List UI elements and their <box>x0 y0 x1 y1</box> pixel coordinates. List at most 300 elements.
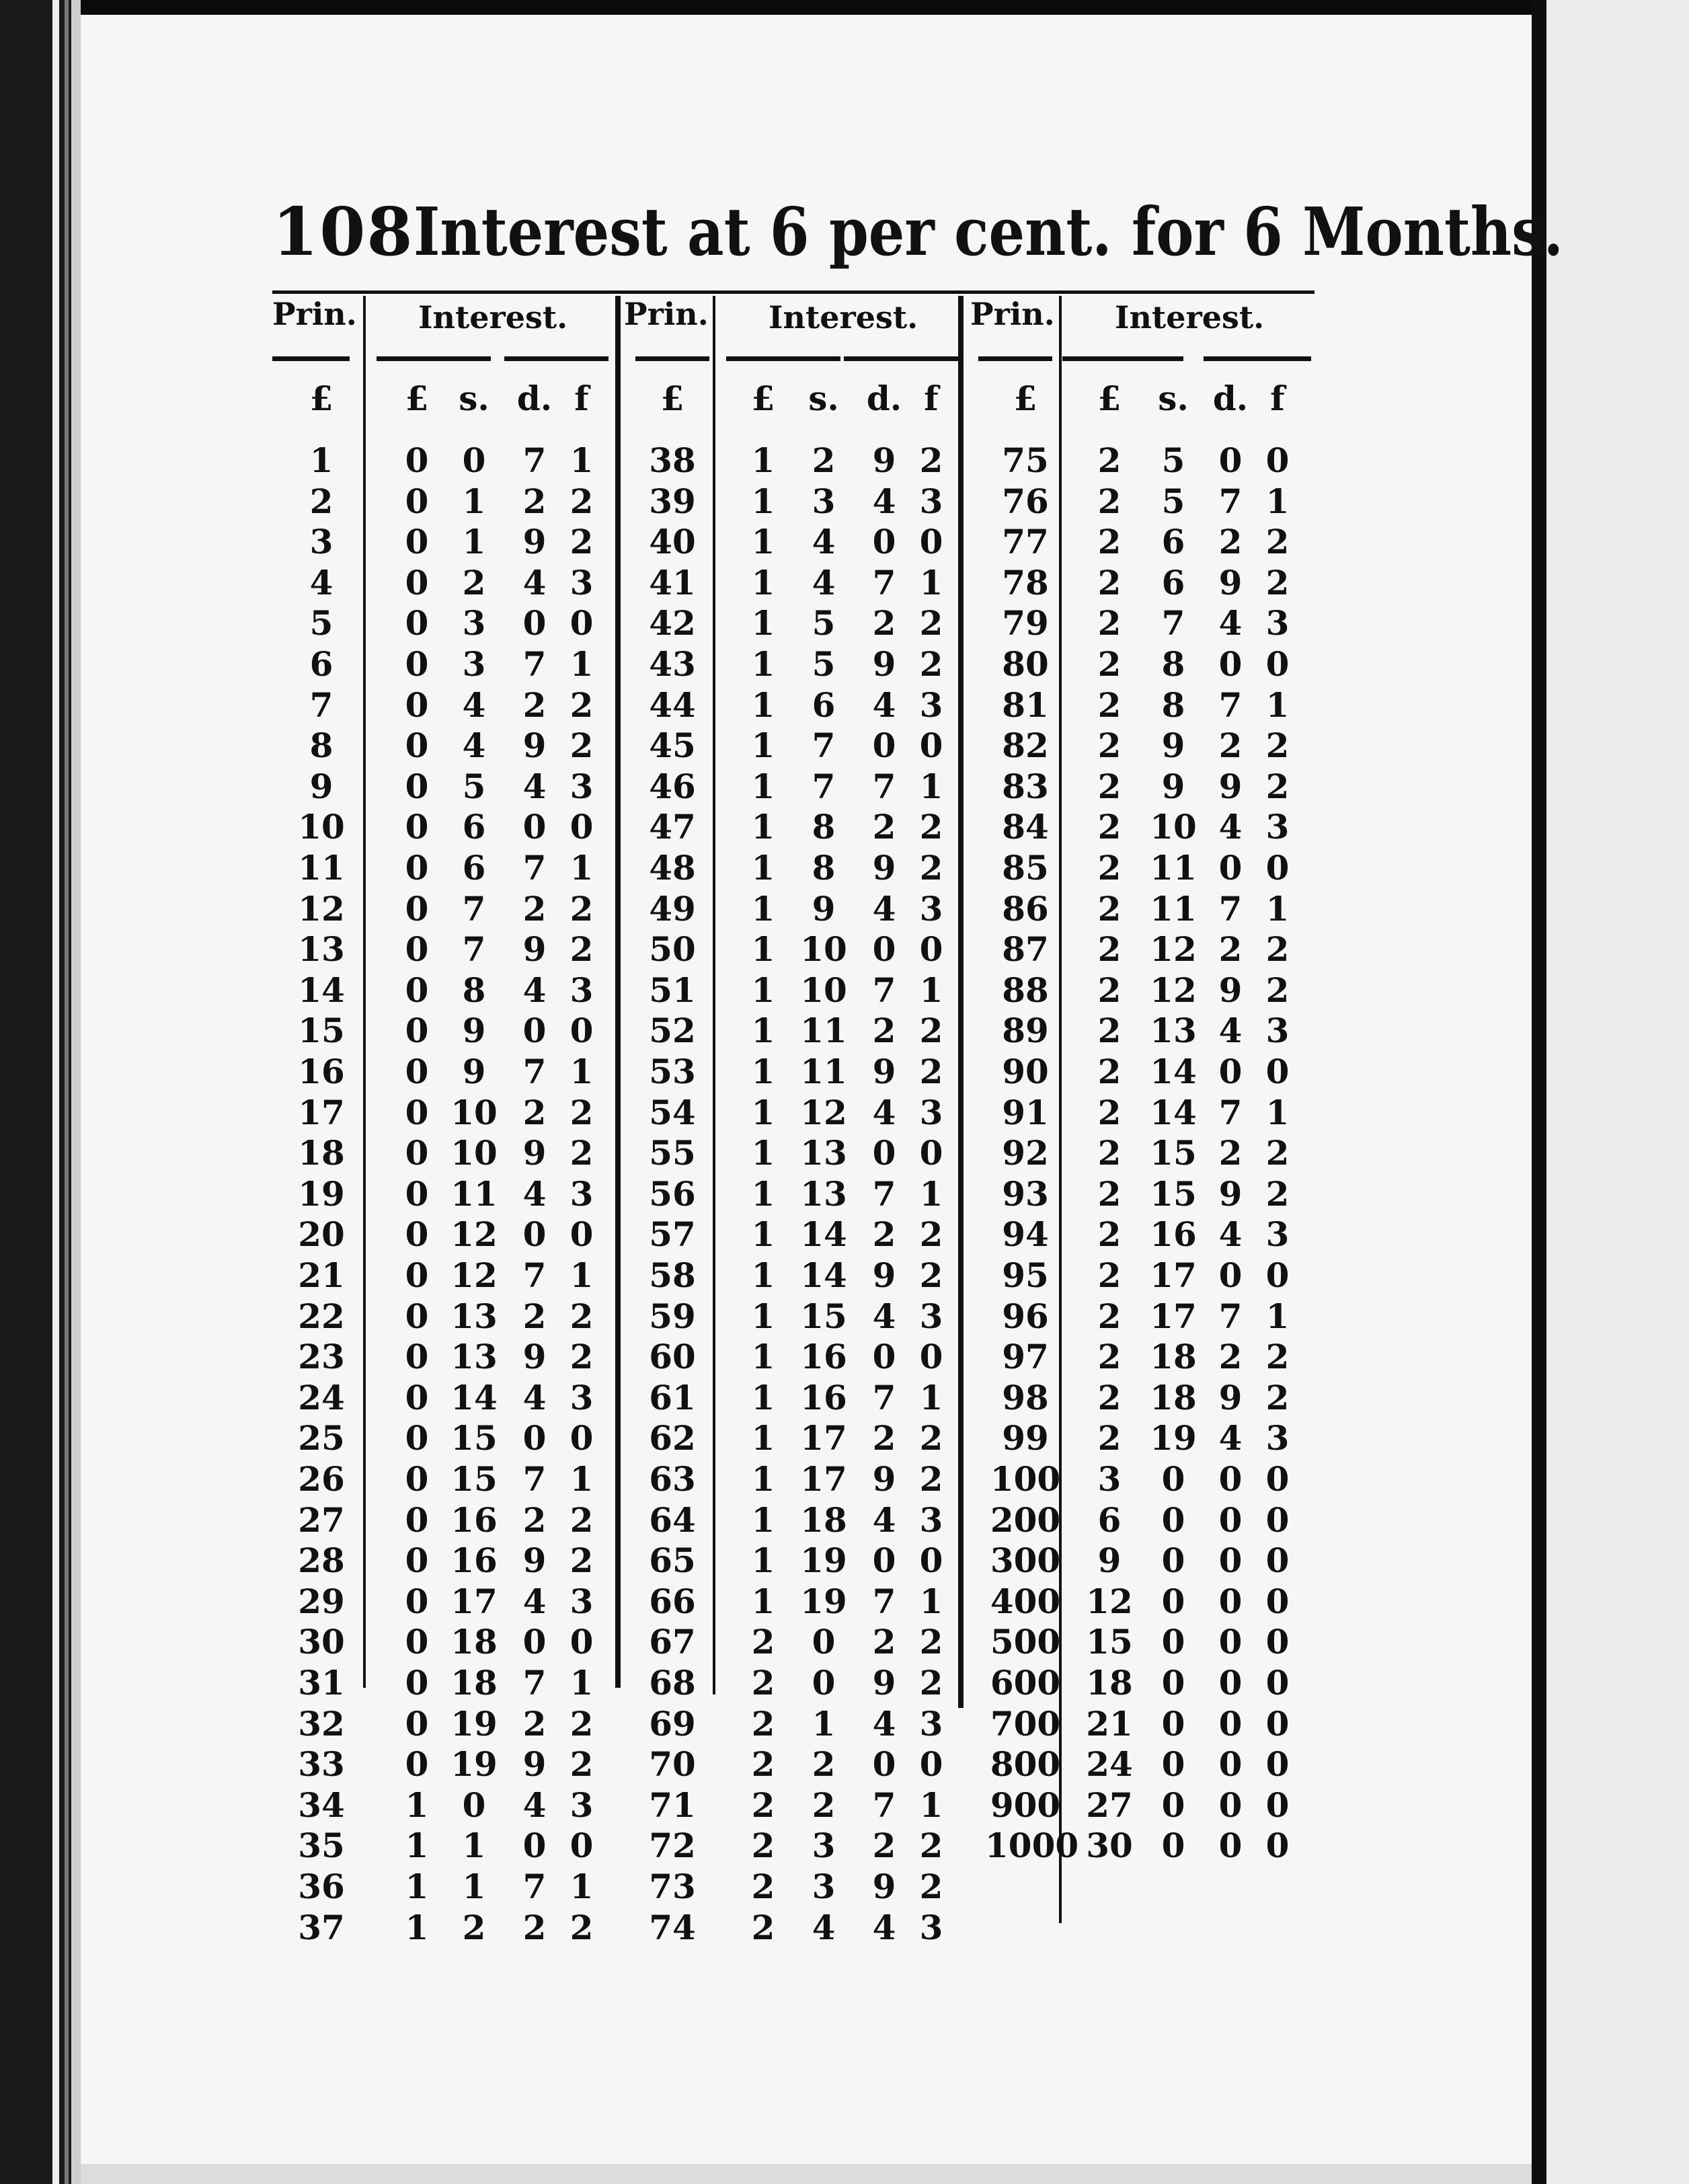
pounds-cell: 1 <box>751 522 775 562</box>
pounds-cell: 1 <box>751 1011 775 1051</box>
principal-cell: 48 <box>649 848 696 888</box>
farthings-cell: 0 <box>569 1826 594 1866</box>
shillings-cell: 16 <box>450 1540 498 1581</box>
pounds-cell: 1 <box>751 1255 775 1295</box>
pence-cell: 9 <box>522 522 547 562</box>
farthings-cell: 2 <box>569 522 594 562</box>
pence-cell: 7 <box>1218 481 1243 521</box>
shillings-cell: 10 <box>450 1133 498 1173</box>
pounds-cell: 0 <box>405 726 429 766</box>
farthings-cell: 0 <box>1265 1663 1290 1703</box>
pounds-cell: 1 <box>751 1377 775 1417</box>
pounds-cell: 2 <box>1097 1052 1122 1091</box>
farthings-cell: 2 <box>569 1703 594 1744</box>
principal-cell: 5 <box>309 603 333 644</box>
principal-cell: 2 <box>309 481 333 521</box>
pound-header: £ <box>660 379 684 418</box>
shillings-cell: 16 <box>800 1377 847 1417</box>
farthings-cell: 0 <box>919 1337 943 1377</box>
pence-cell: 7 <box>522 1459 547 1499</box>
farthings-cell: 0 <box>919 1540 943 1581</box>
pence-cell: 4 <box>872 888 896 929</box>
farthings-cell: 2 <box>569 1092 594 1132</box>
principal-cell: 77 <box>1002 522 1049 562</box>
adjacent-page <box>1546 0 1689 2184</box>
shillings-cell: 2 <box>462 1907 486 1947</box>
pounds-cell: 12 <box>1086 1581 1133 1621</box>
farthings-cell: 2 <box>919 1214 943 1255</box>
farthings-cell: 2 <box>919 1867 943 1906</box>
pence-cell: 2 <box>522 1703 547 1744</box>
shillings-cell: 13 <box>800 1173 847 1214</box>
pence-cell: 7 <box>1218 888 1243 929</box>
shillings-cell: 1 <box>462 1867 486 1906</box>
principal-cell: 56 <box>649 1173 696 1214</box>
pence-cell: 9 <box>1218 970 1243 1010</box>
shillings-cell: 11 <box>1150 888 1197 929</box>
principal-cell: 13 <box>298 929 345 970</box>
pence-cell: 4 <box>522 970 547 1010</box>
farthings-cell: 0 <box>569 1011 594 1051</box>
pounds-cell: 1 <box>751 440 775 480</box>
shillings-cell: 8 <box>812 848 836 888</box>
farthings-cell: 0 <box>1265 1826 1290 1866</box>
pounds-cell: 0 <box>405 1459 429 1499</box>
pence-cell: 7 <box>522 1052 547 1091</box>
pounds-cell: 1 <box>405 1907 429 1947</box>
principal-cell: 52 <box>649 1011 696 1051</box>
principal-cell: 79 <box>1002 603 1049 644</box>
shillings-cell: 13 <box>1150 1011 1197 1051</box>
pence-cell: 7 <box>872 1173 896 1214</box>
farthings-cell: 1 <box>569 1255 594 1295</box>
pence-cell: 2 <box>872 1011 896 1051</box>
page-number: 108 <box>272 194 414 271</box>
shillings-cell: 0 <box>1161 1581 1185 1621</box>
farthings-cell: 0 <box>1265 1744 1290 1785</box>
shillings-cell: 19 <box>450 1744 498 1785</box>
principal-cell: 46 <box>649 766 696 806</box>
shillings-cell: 7 <box>462 888 486 929</box>
pence-cell: 4 <box>522 766 547 806</box>
farthings-cell: 0 <box>1265 440 1290 480</box>
pounds-cell: 2 <box>1097 766 1122 806</box>
shillings-cell: 0 <box>1161 1663 1185 1703</box>
pounds-cell: 1 <box>751 1540 775 1581</box>
shillings-cell: 11 <box>800 1011 847 1051</box>
farthings-cell: 2 <box>919 1826 943 1866</box>
farthings-cell: 2 <box>919 644 943 684</box>
page-heading <box>272 187 1563 281</box>
pounds-cell: 2 <box>1097 1214 1122 1255</box>
principal-cell: 65 <box>649 1540 696 1581</box>
principal-cell: 89 <box>1002 1011 1049 1051</box>
pounds-cell: 0 <box>405 929 429 970</box>
pence-cell: 9 <box>872 848 896 888</box>
principal-cell: 47 <box>649 807 696 847</box>
farthings-cell: 2 <box>569 888 594 929</box>
pounds-cell: 2 <box>1097 562 1122 602</box>
farthings-cell: 2 <box>1265 929 1290 970</box>
pence-cell: 7 <box>522 1867 547 1906</box>
principal-cell: 69 <box>649 1703 696 1744</box>
pounds-cell: 1 <box>751 1052 775 1091</box>
farthings-cell: 3 <box>919 888 943 929</box>
farthings-cell: 2 <box>569 1744 594 1785</box>
shillings-cell: 2 <box>812 1744 836 1785</box>
farthings-cell: 3 <box>919 1499 943 1540</box>
farthings-cell: 0 <box>1265 1052 1290 1091</box>
shillings-cell: 15 <box>450 1418 498 1458</box>
principal-cell: 64 <box>649 1499 696 1540</box>
pence-cell: 2 <box>522 1907 547 1947</box>
pounds-cell: 1 <box>751 481 775 521</box>
farthings-cell: 0 <box>569 1214 594 1255</box>
pounds-cell: 2 <box>751 1622 775 1662</box>
pounds-cell: 21 <box>1086 1703 1133 1744</box>
pounds-cell: 2 <box>751 1907 775 1947</box>
pounds-cell: 2 <box>1097 1255 1122 1295</box>
farthings-cell: 2 <box>919 603 943 644</box>
principal-cell: 32 <box>298 1703 345 1744</box>
farthings-cell: 3 <box>569 1581 594 1621</box>
farthings-cell: 0 <box>1265 1581 1290 1621</box>
farthings-cell: 1 <box>569 1867 594 1906</box>
shillings-cell: 3 <box>462 644 486 684</box>
farthings-cell: 0 <box>1265 1703 1290 1744</box>
principal-cell: 98 <box>1002 1377 1049 1417</box>
pounds-cell: 3 <box>1097 1459 1122 1499</box>
shillings-cell: 17 <box>450 1581 498 1621</box>
shillings-cell: 6 <box>1161 522 1185 562</box>
pence-cell: 0 <box>1218 1826 1243 1866</box>
principal-cell: 62 <box>649 1418 696 1458</box>
principal-cell: 90 <box>1002 1052 1049 1091</box>
farthings-cell: 2 <box>1265 726 1290 766</box>
header-underline <box>1062 356 1183 361</box>
pence-cell: 0 <box>1218 848 1243 888</box>
principal-cell: 16 <box>298 1052 345 1091</box>
pounds-cell: 2 <box>751 1785 775 1825</box>
shillings-cell: 0 <box>812 1663 836 1703</box>
shillings-cell: 5 <box>812 644 836 684</box>
shillings-cell: 6 <box>812 685 836 725</box>
shillings-cell: 0 <box>1161 1499 1185 1540</box>
pence-cell: 7 <box>522 440 547 480</box>
pence-cell: 4 <box>1218 1418 1243 1458</box>
pounds-cell: 2 <box>1097 603 1122 644</box>
pounds-cell: 0 <box>405 1296 429 1336</box>
pence-cell: 0 <box>872 726 896 766</box>
farthings-cell: 3 <box>919 481 943 521</box>
pence-cell: 2 <box>522 1499 547 1540</box>
pence-cell: 9 <box>522 726 547 766</box>
pounds-cell: 2 <box>1097 1418 1122 1458</box>
shillings-cell: 2 <box>812 440 836 480</box>
farthings-cell: 1 <box>569 644 594 684</box>
pence-cell: 4 <box>872 1499 896 1540</box>
shillings-cell: 14 <box>450 1377 498 1417</box>
pence-cell: 4 <box>1218 603 1243 644</box>
pounds-cell: 0 <box>405 1052 429 1091</box>
pence-cell: 9 <box>872 440 896 480</box>
pounds-cell: 2 <box>1097 481 1122 521</box>
shillings-cell: 10 <box>1150 807 1197 847</box>
farthings-cell: 0 <box>569 603 594 644</box>
principal-cell: 15 <box>298 1011 345 1051</box>
shillings-cell: 15 <box>1150 1133 1197 1173</box>
pence-cell: 4 <box>522 1785 547 1825</box>
shillings-cell: 14 <box>800 1255 847 1295</box>
principal-cell: 86 <box>1002 888 1049 929</box>
shillings-cell: 17 <box>1150 1255 1197 1295</box>
pence-cell: 9 <box>522 1744 547 1785</box>
shillings-cell: 11 <box>450 1173 498 1214</box>
column-divider <box>363 296 366 1688</box>
header-underline <box>377 356 491 361</box>
pound-header: £ <box>1097 379 1122 418</box>
principal-cell: 18 <box>298 1133 345 1173</box>
principal-cell: 400 <box>990 1581 1061 1621</box>
shillings-cell: 1 <box>462 481 486 521</box>
pence-cell: 2 <box>522 685 547 725</box>
shillings-cell: 0 <box>1161 1744 1185 1785</box>
pence-cell: 9 <box>522 1133 547 1173</box>
pence-cell: 0 <box>1218 1459 1243 1499</box>
farthings-cell: 0 <box>1265 1622 1290 1662</box>
shillings-cell: 18 <box>450 1663 498 1703</box>
farthings-cell: 1 <box>919 1377 943 1417</box>
pounds-cell: 0 <box>405 848 429 888</box>
shillings-cell: 14 <box>800 1214 847 1255</box>
pence-cell: 7 <box>872 766 896 806</box>
pounds-cell: 1 <box>751 1499 775 1540</box>
shillings-cell: 18 <box>800 1499 847 1540</box>
shillings-cell: 7 <box>1161 603 1185 644</box>
pence-cell: 2 <box>522 1296 547 1336</box>
pence-cell: 0 <box>872 522 896 562</box>
farthings-cell: 3 <box>919 1296 943 1336</box>
principal-cell: 100 <box>990 1459 1061 1499</box>
shillings-cell: 17 <box>800 1418 847 1458</box>
shillings-cell: 11 <box>800 1052 847 1091</box>
principal-cell: 97 <box>1002 1337 1049 1377</box>
principal-cell: 36 <box>298 1867 345 1906</box>
pounds-cell: 6 <box>1097 1499 1122 1540</box>
principal-cell: 4 <box>309 562 333 602</box>
farthings-cell: 1 <box>919 1581 943 1621</box>
pounds-cell: 0 <box>405 644 429 684</box>
pounds-cell: 1 <box>751 1337 775 1377</box>
farthings-cell: 2 <box>569 1540 594 1581</box>
principal-cell: 12 <box>298 888 345 929</box>
header-underline <box>272 356 350 361</box>
pence-cell: 9 <box>872 1459 896 1499</box>
shillings-cell: 15 <box>1150 1173 1197 1214</box>
pounds-cell: 2 <box>751 1663 775 1703</box>
farthings-cell: 3 <box>569 970 594 1010</box>
shillings-cell: 9 <box>462 1011 486 1051</box>
principal-cell: 84 <box>1002 807 1049 847</box>
pounds-cell: 2 <box>1097 1377 1122 1417</box>
pounds-cell: 1 <box>751 1296 775 1336</box>
pounds-cell: 1 <box>751 970 775 1010</box>
pence-cell: 9 <box>872 644 896 684</box>
shillings-cell: 14 <box>1150 1052 1197 1091</box>
pence-cell: 0 <box>522 1011 547 1051</box>
pounds-cell: 2 <box>1097 644 1122 684</box>
header-underline <box>844 356 961 361</box>
pence-cell: 0 <box>522 603 547 644</box>
principal-cell: 85 <box>1002 848 1049 888</box>
pence-cell: 2 <box>522 888 547 929</box>
pence-cell: 9 <box>522 929 547 970</box>
pounds-cell: 1 <box>751 1092 775 1132</box>
shillings-cell: 2 <box>462 562 486 602</box>
farthings-cell: 2 <box>569 1499 594 1540</box>
principal-cell: 500 <box>990 1622 1061 1662</box>
principal-cell: 70 <box>649 1744 696 1785</box>
pounds-cell: 2 <box>1097 807 1122 847</box>
principal-cell: 31 <box>298 1663 345 1703</box>
principal-cell: 99 <box>1002 1418 1049 1458</box>
pence-cell: 7 <box>1218 685 1243 725</box>
pounds-cell: 2 <box>1097 929 1122 970</box>
scan-top-border <box>0 0 1689 15</box>
principal-cell: 200 <box>990 1499 1061 1540</box>
s-header: s. <box>1158 379 1189 418</box>
pounds-cell: 0 <box>405 522 429 562</box>
pounds-cell: 1 <box>751 685 775 725</box>
pence-cell: 2 <box>872 1622 896 1662</box>
farthings-cell: 3 <box>1265 807 1290 847</box>
pounds-cell: 9 <box>1097 1540 1122 1581</box>
pence-cell: 7 <box>872 1785 896 1825</box>
shillings-cell: 0 <box>1161 1703 1185 1744</box>
principal-cell: 74 <box>649 1907 696 1947</box>
farthings-cell: 2 <box>1265 1337 1290 1377</box>
shillings-cell: 6 <box>462 807 486 847</box>
farthings-cell: 3 <box>569 766 594 806</box>
pence-cell: 0 <box>872 1337 896 1377</box>
pence-cell: 7 <box>522 1255 547 1295</box>
shillings-cell: 18 <box>1150 1337 1197 1377</box>
shillings-cell: 1 <box>462 522 486 562</box>
pence-cell: 4 <box>522 1581 547 1621</box>
header-underline <box>978 356 1052 361</box>
shillings-cell: 8 <box>812 807 836 847</box>
farthings-cell: 1 <box>919 1785 943 1825</box>
pounds-cell: 30 <box>1086 1826 1133 1866</box>
shillings-cell: 1 <box>462 1826 486 1866</box>
shillings-cell: 10 <box>450 1092 498 1132</box>
principal-cell: 80 <box>1002 644 1049 684</box>
pounds-cell: 2 <box>1097 1296 1122 1336</box>
pence-cell: 0 <box>872 929 896 970</box>
pence-cell: 9 <box>872 1867 896 1906</box>
pence-cell: 2 <box>1218 1133 1243 1173</box>
pounds-cell: 1 <box>405 1867 429 1906</box>
pounds-cell: 0 <box>405 1540 429 1581</box>
farthings-cell: 2 <box>1265 1173 1290 1214</box>
pounds-cell: 1 <box>751 562 775 602</box>
pounds-cell: 2 <box>1097 1173 1122 1214</box>
shillings-cell: 18 <box>1150 1377 1197 1417</box>
farthings-cell: 3 <box>569 1377 594 1417</box>
pence-cell: 0 <box>522 1622 547 1662</box>
pounds-cell: 2 <box>1097 726 1122 766</box>
pounds-cell: 0 <box>405 1377 429 1417</box>
principal-cell: 88 <box>1002 970 1049 1010</box>
shillings-cell: 4 <box>812 1907 836 1947</box>
pound-header: £ <box>751 379 775 418</box>
pounds-cell: 0 <box>405 1255 429 1295</box>
pence-cell: 0 <box>1218 1581 1243 1621</box>
shillings-cell: 13 <box>450 1296 498 1336</box>
shillings-cell: 8 <box>1161 685 1185 725</box>
pence-cell: 2 <box>1218 522 1243 562</box>
farthings-cell: 0 <box>569 807 594 847</box>
s-header: s. <box>459 379 489 418</box>
pounds-cell: 1 <box>751 1581 775 1621</box>
principal-cell: 9 <box>309 766 333 806</box>
farthings-cell: 2 <box>919 848 943 888</box>
pence-cell: 0 <box>872 1133 896 1173</box>
farthings-cell: 0 <box>1265 1255 1290 1295</box>
pence-cell: 0 <box>1218 1622 1243 1662</box>
pounds-cell: 2 <box>751 1744 775 1785</box>
farthings-cell: 1 <box>1265 481 1290 521</box>
pounds-cell: 0 <box>405 807 429 847</box>
principal-cell: 300 <box>990 1540 1061 1581</box>
pound-header: £ <box>309 379 333 418</box>
farthings-cell: 1 <box>919 970 943 1010</box>
pence-cell: 7 <box>522 644 547 684</box>
pence-cell: 2 <box>1218 929 1243 970</box>
pence-cell: 4 <box>872 685 896 725</box>
farthings-cell: 3 <box>1265 1011 1290 1051</box>
principal-cell: 91 <box>1002 1092 1049 1132</box>
principal-cell: 55 <box>649 1133 696 1173</box>
pence-cell: 9 <box>522 1337 547 1377</box>
page-gutter <box>1532 0 1546 2184</box>
principal-cell: 53 <box>649 1052 696 1091</box>
principal-cell: 82 <box>1002 726 1049 766</box>
pounds-cell: 15 <box>1086 1622 1133 1662</box>
principal-cell: 78 <box>1002 562 1049 602</box>
pounds-cell: 2 <box>1097 1337 1122 1377</box>
farthings-cell: 2 <box>569 1296 594 1336</box>
farthings-cell: 1 <box>569 1052 594 1091</box>
shillings-cell: 12 <box>450 1255 498 1295</box>
pounds-cell: 0 <box>405 1663 429 1703</box>
farthings-cell: 2 <box>1265 522 1290 562</box>
shillings-cell: 10 <box>800 929 847 970</box>
farthings-cell: 0 <box>919 1133 943 1173</box>
shillings-cell: 3 <box>462 603 486 644</box>
pounds-cell: 0 <box>405 766 429 806</box>
shillings-cell: 19 <box>450 1703 498 1744</box>
shillings-cell: 18 <box>450 1622 498 1662</box>
pence-cell: 7 <box>1218 1092 1243 1132</box>
pounds-cell: 2 <box>1097 440 1122 480</box>
shillings-cell: 0 <box>1161 1540 1185 1581</box>
principal-cell: 25 <box>298 1418 345 1458</box>
farthings-cell: 2 <box>569 481 594 521</box>
shillings-cell: 8 <box>1161 644 1185 684</box>
pence-cell: 9 <box>522 1540 547 1581</box>
pence-cell: 9 <box>1218 1377 1243 1417</box>
